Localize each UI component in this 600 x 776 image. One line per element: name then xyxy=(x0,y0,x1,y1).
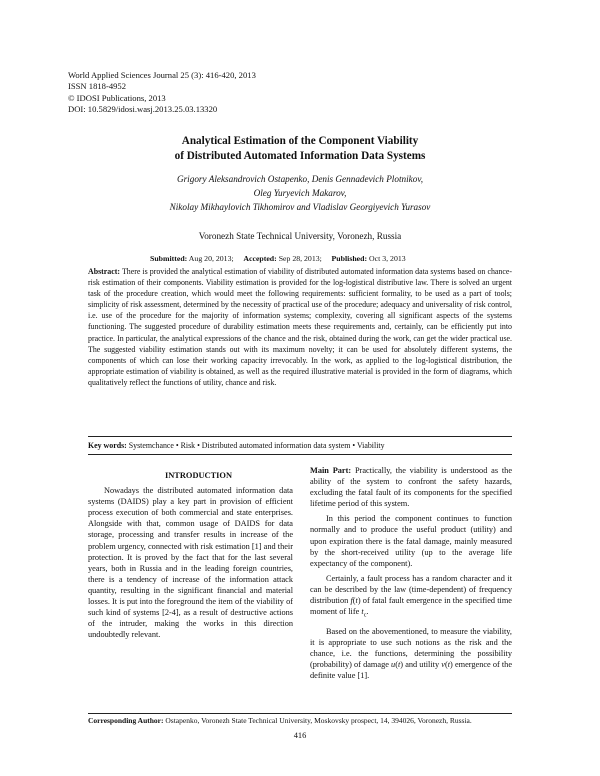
keywords-label: Key words: xyxy=(88,441,127,450)
corr-text: Ostapenko, Voronezh State Technical University, Moskovsky prospect, 14, 394026, Voronezh, Russia. xyxy=(165,716,472,725)
p3-text-b: of fatal fault emergence in the specified time moment of life xyxy=(310,596,512,617)
accepted-label: Accepted: xyxy=(243,254,277,263)
paper-title xyxy=(60,134,540,164)
p3-c-subscript: c xyxy=(363,612,367,619)
main-part-paragraph-3: Certainly, a fault process has a random character and it can be described by the law (time-dependent) of frequency distribution f(t) of fatal fault emergence in the specified time moment of life $t_c$. xyxy=(310,573,512,619)
abstract-text: There is provided the analytical estimation of viability of distributed automated information data systems based on chance-risk estimation of their components. Viability estimation is provided for the log-logistical distributive law. There is solved an urgent task of the procedure creation, which would meet the following requirements: sufficient formality, to be used as a part of tools; simplicity of risk assessment, determined by the necessity of practical use of the procedure; adequacy and universality of risk control, i.e. use of the procedure for the majority of information systems; complexity, covering all significant aspects of the systems functioning. The suggested procedure of durability estimation meets these requirements and, certainly, can be efficiently put into practice. In particular, the analytical expressions of the chance and the risk, obtained during the work, can get the wider practical use. The suggested viability estimation stands out with its maximum novelty; it can be used for absolutely different systems, the components of which can lose their working capacity irrevocably. In the work, as applied to the log-logistical distribution, the appropriate estimation of viability is obtained, as well as the required illustrative material is provided in the form of diagrams, which qualitatively reflect the functions of utility, chance and risk. xyxy=(88,267,512,387)
main-part-label: Main Part: xyxy=(310,466,352,475)
introduction-paragraph: Nowadays the distributed automated information data systems (DAIDS) play a key part in provision of efficient process execution of both commercial and state enterprises. Alongside with that, common usage of DAIDS for data storage, processing and transfer results in increase of the problem urgency, connected with risk estimation [1] and their protection. It is proved by the fact that for the last several years, both in Russia and in the leading foreign countries, there is a tendency of increase of the information attack quantity, resulting in the significant financial and material losses. It is put into the foreground the item of the viability of such kind of systems [2-4], as a result of destructive actions of the intruder, making the works in this direction undoubtedly relevant. xyxy=(88,486,293,640)
p4-u-symbol: u xyxy=(391,660,396,670)
corresponding-author xyxy=(88,716,528,725)
p3-t-symbol: t xyxy=(355,596,358,606)
published-label: Published: xyxy=(331,254,368,263)
introduction-heading: INTRODUCTION xyxy=(164,471,232,480)
authors-line-2: Oleg Yuryevich Makarov, xyxy=(253,188,347,198)
p4-t2-symbol: t xyxy=(447,660,451,670)
p3-text-a: Certainly, a fault process has a random character and it can be described by the law (time-dependent) of frequency distribution xyxy=(310,573,512,606)
keywords-text: Systemchance • Risk • Distributed automated information data system • Viability xyxy=(128,441,385,450)
submitted-label: Submitted: xyxy=(150,254,188,263)
journal-doi: DOI: 10.5829/idosi.wasj.2013.25.03.13320 xyxy=(68,104,218,115)
main-part-p1-text: Practically, the viability is understood as the ability of the system to confront the safety hazards, excluding the fatal fault of its components for the specified lifetime period of this system. xyxy=(310,466,512,509)
left-column xyxy=(88,470,293,640)
corr-label: Corresponding Author: xyxy=(88,716,164,725)
journal-citation: World Applied Sciences Journal 25 (3): 416-420, 2013 xyxy=(68,70,256,80)
main-part-paragraph-4: Based on the abovementioned, to measure the viability, it is appropriate to use such notions as the risk and the chance, i.e. the functions, determining the possibility (probability) of damage u(t) and utility v(t) emergence of the definite value [1]. xyxy=(310,626,513,681)
footer-rule xyxy=(88,713,512,714)
p4-t1-symbol: t xyxy=(397,660,401,670)
p3-end: . xyxy=(366,607,369,617)
accepted-date: Sep 28, 2013; xyxy=(278,254,322,263)
right-column xyxy=(310,465,512,681)
authors-line-3: Nikolay Mikhaylovich Tikhomirov and Vladislav Georgiyevich Yurasov xyxy=(169,202,431,212)
author-list xyxy=(60,172,540,214)
p4-v-symbol: v xyxy=(441,660,445,670)
p4-text-b: emergence of the definite value [1]. xyxy=(310,660,513,681)
title-line-1: Analytical Estimation of the Component Viability xyxy=(181,135,419,147)
affiliation: Voronezh State Technical University, Voronezh, Russia xyxy=(198,231,402,241)
journal-issn: ISSN 1818-4952 xyxy=(68,81,127,92)
main-part-paragraph-1 xyxy=(310,465,512,509)
p4-text-a: Based on the abovementioned, to measure the viability, it is appropriate to use such notions as the risk and the chance, i.e. the functions, determining the possibility (probability) of damage xyxy=(310,626,512,670)
p3-tc-symbol: t xyxy=(361,607,364,617)
title-line-2: of Distributed Automated Information Data Systems xyxy=(174,150,426,162)
submitted-date: Aug 20, 2013; xyxy=(188,254,234,263)
keywords-top-rule xyxy=(88,436,512,437)
article-dates xyxy=(150,254,406,263)
p4-and: and utility xyxy=(405,660,440,670)
abstract-label: Abstract: xyxy=(88,267,120,276)
authors-line-1: Grigory Aleksandrovich Ostapenko, Denis Gennadevich Plotnikov, xyxy=(176,174,424,184)
journal-copyright: © IDOSI Publications, 2013 xyxy=(68,92,166,103)
journal-meta xyxy=(68,70,256,116)
abstract xyxy=(88,266,512,388)
keywords-bottom-rule xyxy=(88,454,512,455)
p3-f-symbol: f xyxy=(350,596,353,606)
keywords xyxy=(88,440,512,451)
published-date: Oct 3, 2013 xyxy=(369,254,406,263)
page-number: 416 xyxy=(293,731,307,740)
main-part-paragraph-2: In this period the component continues to function normally and to produce the useful product (utility) and upon expiration there is the fatal damage, mainly measured by the short-received utility (up to the average life expectancy of the component). xyxy=(310,514,512,568)
